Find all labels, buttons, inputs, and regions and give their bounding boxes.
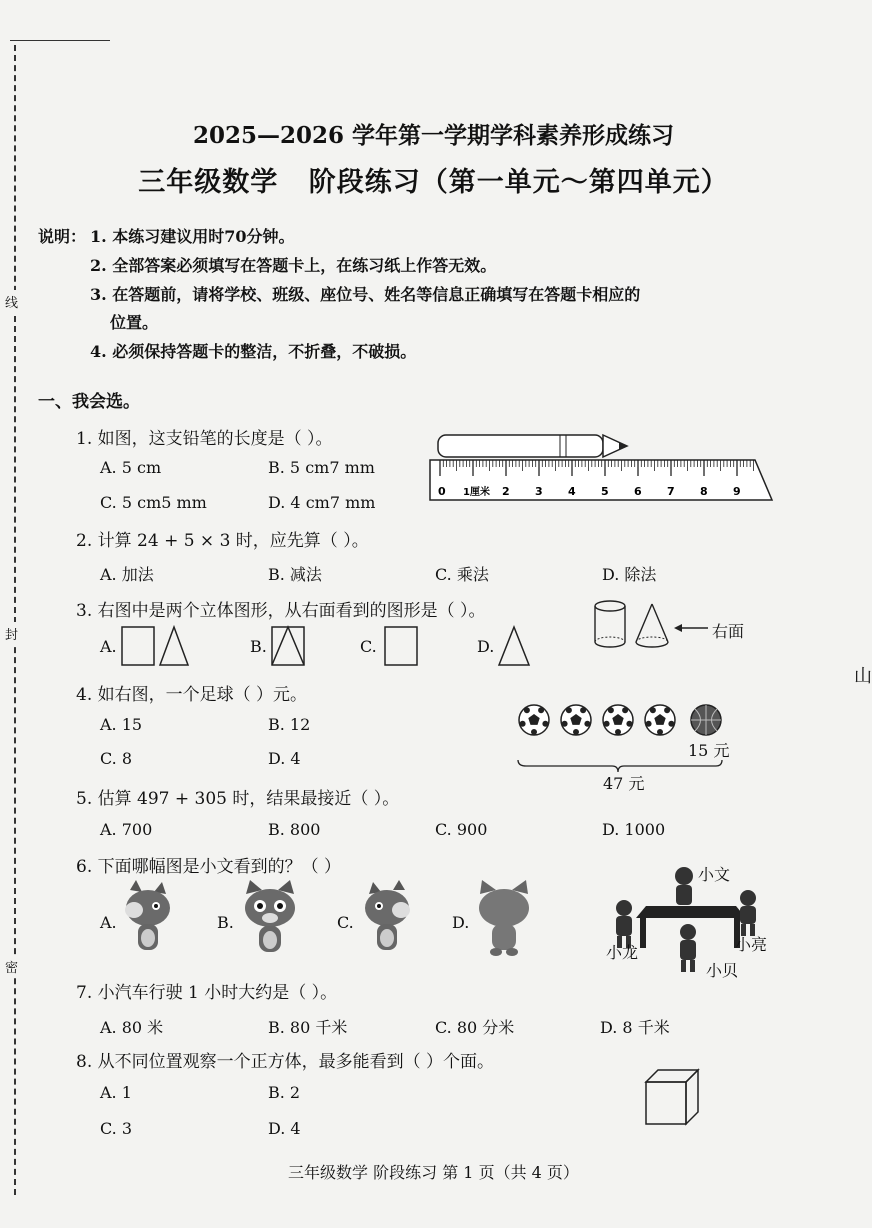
- q1-option-c: C. 5 cm5 mm: [100, 493, 207, 512]
- q2-option-a: A. 加法: [100, 565, 154, 584]
- q5-option-a: A. 700: [100, 820, 153, 839]
- ruler-label: 4: [568, 485, 576, 498]
- question-3: 3. 右图中是两个立体图形，从右面看到的图形是（ ）。: [76, 601, 486, 621]
- ruler-label: 1厘米: [463, 487, 490, 498]
- cat-side-right-icon: [357, 880, 417, 958]
- rectangle-icon: [272, 627, 304, 665]
- notes-label: 说明：: [38, 227, 87, 246]
- note-item: 1. 本练习建议用时70分钟。: [90, 227, 295, 246]
- note-item: 位置。: [110, 313, 159, 332]
- q1-option-a: A. 5 cm: [100, 458, 162, 477]
- cat-back-icon: [472, 880, 536, 958]
- arrow-left-icon: [674, 624, 708, 632]
- q3-option-d: D.: [477, 637, 495, 656]
- q6-option-a: A.: [100, 913, 117, 932]
- soccer-ball-icon: [519, 705, 549, 735]
- q2-option-b: B. 减法: [268, 565, 322, 584]
- q8-option-b: B. 2: [268, 1083, 301, 1102]
- label-xiaoliang: 小亮: [735, 935, 768, 954]
- q3-option-c-figure: [383, 625, 423, 667]
- label-xiaowen: 小文: [698, 865, 731, 884]
- q7-option-a: A. 80 米: [100, 1018, 164, 1037]
- rectangle-icon: [385, 627, 417, 665]
- q6-option-c: C.: [337, 913, 354, 932]
- soccer-ball-icon: [561, 705, 591, 735]
- edge-character: 山: [854, 666, 872, 687]
- basketball-price: 15 元: [688, 741, 730, 760]
- question-1: 1. 如图，这支铅笔的长度是（ ）。: [76, 429, 333, 449]
- question-4: 4. 如右图，一个足球（ ）元。: [76, 685, 308, 705]
- binding-top-line: [10, 40, 110, 41]
- ruler-label: 6: [634, 485, 642, 498]
- cone-icon: [636, 604, 668, 647]
- q6-option-d: D.: [452, 913, 470, 932]
- solids-figure: [590, 598, 710, 656]
- question-5: 5. 估算 497 + 305 时，结果最接近（ ）。: [76, 789, 400, 809]
- subtitle-stage: 阶段练习（第一单元～第四单元）: [308, 167, 729, 198]
- q1-option-d: D. 4 cm7 mm: [268, 493, 376, 512]
- cylinder-icon: [595, 601, 625, 647]
- cube-icon: [640, 1066, 704, 1130]
- q4-option-d: D. 4: [268, 749, 301, 768]
- question-2: 2. 计算 24 + 5 × 3 时，应先算（ ）。: [76, 531, 369, 551]
- ruler-label: 9: [733, 485, 741, 498]
- basketball-icon: [691, 705, 721, 735]
- q5-option-c: C. 900: [435, 820, 488, 839]
- note-item: 3. 在答题前，请将学校、班级、座位号、姓名等信息正确填写在答题卡相应的: [90, 285, 641, 304]
- total-price: 47 元: [603, 774, 645, 793]
- q8-option-d: D. 4: [268, 1119, 301, 1138]
- section-title: 一、我会选。: [38, 392, 140, 412]
- q3-option-a-figure: [120, 625, 192, 667]
- q2-option-c: C. 乘法: [435, 565, 489, 584]
- q8-option-c: C. 3: [100, 1119, 133, 1138]
- question-7: 7. 小汽车行驶 1 小时大约是（ ）。: [76, 983, 338, 1003]
- q4-option-a: A. 15: [100, 715, 143, 734]
- ruler-label: 3: [535, 485, 543, 498]
- binding-label-mi: 密: [5, 955, 18, 978]
- ruler-label: 5: [601, 485, 609, 498]
- q7-option-d: D. 8 千米: [600, 1018, 670, 1037]
- ruler-label: 0: [438, 485, 446, 498]
- pencil-icon: [438, 435, 627, 457]
- q8-option-a: A. 1: [100, 1083, 132, 1102]
- ruler-label: 7: [667, 485, 675, 498]
- ruler-label: 8: [700, 485, 708, 498]
- q7-option-b: B. 80 千米: [268, 1018, 348, 1037]
- soccer-balls: [519, 705, 721, 735]
- binding-label-xian: 线: [5, 290, 18, 313]
- page-footer: 三年级数学 阶段练习 第 1 页（共 4 页）: [288, 1163, 579, 1182]
- q1-option-b: B. 5 cm7 mm: [268, 458, 375, 477]
- ruler-label: 2: [502, 485, 510, 498]
- question-8: 8. 从不同位置观察一个正方体，最多能看到（ ）个面。: [76, 1052, 495, 1072]
- right-view-label: 右面: [712, 622, 745, 641]
- note-item: 4. 必须保持答题卡的整洁，不折叠，不破损。: [90, 342, 417, 361]
- binding-label-feng: 封: [5, 622, 18, 645]
- child-xiaoliang-icon: [740, 890, 756, 936]
- q4-option-b: B. 12: [268, 715, 311, 734]
- note-item: 2. 全部答案必须填写在答题卡上，在练习纸上作答无效。: [90, 256, 497, 275]
- exam-subtitle: [0, 160, 867, 199]
- q2-option-d: D. 除法: [602, 565, 657, 584]
- cat-side-left-icon: [118, 880, 178, 958]
- label-xiaolong: 小龙: [606, 943, 639, 962]
- child-xiaowen-icon: [675, 867, 693, 905]
- q3-option-d-figure: [497, 625, 533, 667]
- q3-option-b: B.: [250, 637, 267, 656]
- q3-option-c: C.: [360, 637, 377, 656]
- q6-option-b: B.: [217, 913, 234, 932]
- triangle-icon: [499, 627, 529, 665]
- label-xiaobei: 小贝: [706, 961, 739, 980]
- q3-option-b-figure: [270, 625, 310, 667]
- q7-option-c: C. 80 分米: [435, 1018, 515, 1037]
- rectangle-icon: [122, 627, 154, 665]
- triangle-icon: [272, 627, 304, 665]
- q3-option-a: A.: [100, 637, 117, 656]
- q4-option-c: C. 8: [100, 749, 133, 768]
- subtitle-grade: 三年级数学: [138, 167, 279, 198]
- balls-figure: [512, 700, 732, 772]
- soccer-ball-icon: [603, 705, 633, 735]
- soccer-ball-icon: [645, 705, 675, 735]
- q5-option-b: B. 800: [268, 820, 321, 839]
- cat-front-icon: [238, 880, 302, 958]
- q5-option-d: D. 1000: [602, 820, 666, 839]
- binding-dashed-line: [14, 45, 16, 1195]
- question-6: 6. 下面哪幅图是小文看到的？（ ）: [76, 857, 342, 877]
- child-xiaobei-icon: [680, 924, 696, 972]
- exam-title: 2025—2026 学年第一学期学科素养形成练习: [192, 122, 675, 149]
- pencil-ruler-figure: [420, 420, 790, 515]
- triangle-icon: [160, 627, 188, 665]
